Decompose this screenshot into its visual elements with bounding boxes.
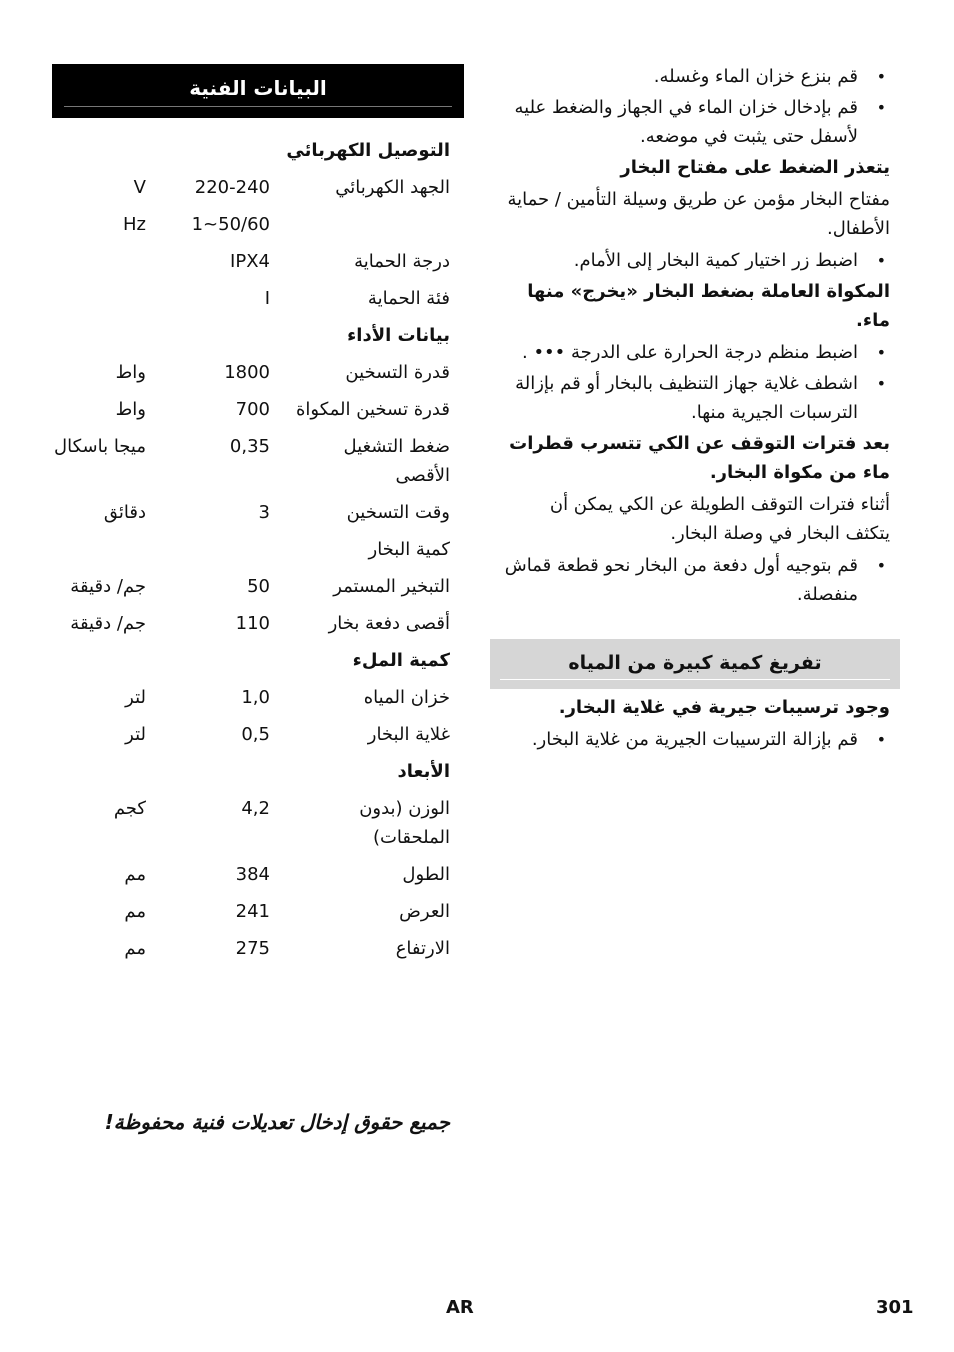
specs-table bbox=[52, 132, 464, 967]
list-item bbox=[500, 725, 890, 754]
section-title: البيانات الفنية bbox=[189, 76, 327, 100]
technical-data-column bbox=[52, 64, 464, 967]
label-cell: أقصى دفعة بخار bbox=[328, 613, 450, 634]
fault-heading: يتعذر الضغط على مفتاح البخار bbox=[620, 157, 890, 178]
table-row bbox=[52, 132, 464, 169]
table-row bbox=[52, 856, 464, 893]
table-row bbox=[52, 716, 464, 753]
label-cell: قدرة التسخين bbox=[345, 362, 450, 383]
unit-cell: دقائق bbox=[103, 502, 146, 523]
label-cell: ضغط التشغيل الأقصى bbox=[343, 436, 450, 486]
unit-cell: واط bbox=[115, 362, 146, 383]
bullet-icon: • bbox=[876, 374, 886, 393]
list-item bbox=[500, 338, 890, 367]
cause-paragraph: أثناء فترات التوقف الطويلة عن الكي يمكن أن يتكثف البخار في وصلة البخار. bbox=[549, 494, 890, 544]
list-item bbox=[500, 246, 890, 275]
unit-cell: مم bbox=[124, 901, 146, 922]
label-cell: درجة الحماية bbox=[354, 251, 450, 272]
table-row bbox=[52, 428, 464, 494]
group-heading: بيانات الأداء bbox=[347, 325, 450, 346]
unit-cell bbox=[52, 280, 176, 317]
group-heading: كمية الملء bbox=[352, 650, 450, 671]
value-cell: 700 bbox=[235, 399, 270, 420]
unit-cell: لتر bbox=[125, 687, 146, 708]
subgroup-heading: كمية البخار bbox=[368, 539, 450, 560]
cause-paragraph: مفتاح البخار مؤمن عن طريق وسيلة التأمين / حماية الأطفال. bbox=[507, 189, 890, 239]
label-cell: الطول bbox=[402, 864, 450, 885]
table-row bbox=[52, 531, 464, 568]
value-cell: 3 bbox=[258, 502, 270, 523]
value-cell: 1800 bbox=[224, 362, 270, 383]
table-row bbox=[52, 206, 464, 243]
list-item bbox=[500, 93, 890, 151]
label-cell: التبخير المستمر bbox=[333, 576, 450, 597]
value-cell: 1,0 bbox=[241, 687, 270, 708]
table-row bbox=[52, 243, 464, 280]
table-row bbox=[52, 391, 464, 428]
list-item-text: اضبط منظم درجة الحرارة على الدرجة ••• . bbox=[522, 342, 858, 363]
unit-cell: مم bbox=[124, 864, 146, 885]
value-cell: 220-240 bbox=[194, 177, 270, 198]
value-cell: 110 bbox=[235, 613, 270, 634]
list-item-text: اضبط زر اختيار كمية البخار إلى الأمام. bbox=[573, 250, 858, 271]
fault-heading: المكواة العاملة بضغط البخار «يخرج» منها ماء. bbox=[527, 281, 890, 331]
table-row bbox=[52, 790, 464, 856]
table-row bbox=[52, 568, 464, 605]
value-cell: 0,5 bbox=[241, 724, 270, 745]
page-number: 301 bbox=[876, 1297, 914, 1318]
value-cell: 4,2 bbox=[241, 798, 270, 819]
list-item-text: اشطف غلاية جهاز التنظيف بالبخار أو قم بإزالة الترسبات الجيرية منها. bbox=[515, 373, 858, 423]
table-row bbox=[52, 930, 464, 967]
section-header bbox=[490, 639, 900, 689]
value-cell: 275 bbox=[235, 938, 270, 959]
unit-cell: كجم bbox=[113, 798, 146, 819]
unit-cell: لتر bbox=[125, 724, 146, 745]
list-item bbox=[500, 551, 890, 609]
divider bbox=[500, 679, 890, 680]
list-item bbox=[500, 62, 890, 91]
rights-notice: جميع حقوق إدخال تعديلات فنية محفوظة! bbox=[104, 1110, 450, 1134]
table-row bbox=[52, 494, 464, 531]
list-item bbox=[500, 369, 890, 427]
label-cell: الوزن (بدون الملحقات) bbox=[359, 798, 450, 848]
value-cell: 384 bbox=[235, 864, 270, 885]
bullet-icon: • bbox=[876, 67, 886, 86]
value-cell: IPX4 bbox=[230, 251, 270, 272]
value-cell: I bbox=[264, 288, 270, 309]
unit-cell: واط bbox=[115, 399, 146, 420]
bullet-icon: • bbox=[876, 730, 886, 749]
label-cell: الجهد الكهربائي bbox=[335, 177, 450, 198]
instructions-column bbox=[500, 62, 890, 756]
divider bbox=[64, 106, 452, 107]
label-cell: الارتفاع bbox=[395, 938, 450, 959]
unit-cell: Hz bbox=[123, 214, 146, 235]
unit-cell: V bbox=[133, 177, 146, 198]
label-cell: وقت التسخين bbox=[346, 502, 450, 523]
label-cell: غلاية البخار bbox=[367, 724, 450, 745]
value-cell: 1~50/60 bbox=[191, 214, 270, 235]
table-row bbox=[52, 169, 464, 206]
table-row bbox=[52, 605, 464, 642]
label-cell: العرض bbox=[399, 901, 450, 922]
bullet-icon: • bbox=[876, 343, 886, 362]
table-row bbox=[52, 893, 464, 930]
unit-cell: جم/ دقيقة bbox=[70, 613, 146, 634]
list-item-text: قم بنزع خزان الماء وغسله. bbox=[653, 66, 858, 87]
table-row bbox=[52, 642, 464, 679]
table-row bbox=[52, 317, 464, 354]
bullet-icon: • bbox=[876, 98, 886, 117]
label-cell bbox=[286, 206, 464, 243]
list-item-text: قم بتوجيه أول دفعة من البخار نحو قطعة قماش منفصلة. bbox=[504, 555, 858, 605]
language-code: AR bbox=[446, 1297, 474, 1318]
section-title: تفريغ كمية كبيرة من المياه bbox=[568, 652, 822, 674]
list-item-text: قم بإزالة الترسيبات الجيرية من غلاية البخار. bbox=[531, 729, 858, 750]
value-cell: 50 bbox=[247, 576, 270, 597]
label-cell: خزان المياه bbox=[363, 687, 450, 708]
label-cell: فئة الحماية bbox=[367, 288, 450, 309]
section-header bbox=[52, 64, 464, 118]
unit-cell bbox=[52, 243, 176, 280]
label-cell: قدرة تسخين المكواة bbox=[295, 399, 450, 420]
list-item-text: قم بإدخال خزان الماء في الجهاز والضغط عليه لأسفل حتى يثبت في موضعه. bbox=[514, 97, 858, 147]
value-cell: 241 bbox=[235, 901, 270, 922]
bullet-icon: • bbox=[876, 556, 886, 575]
unit-cell: مم bbox=[124, 938, 146, 959]
group-heading: الأبعاد bbox=[397, 761, 450, 782]
unit-cell: جم/ دقيقة bbox=[70, 576, 146, 597]
table-row bbox=[52, 280, 464, 317]
fault-heading: بعد فترات التوقف عن الكي تتسرب قطرات ماء من مكواة البخار. bbox=[509, 433, 890, 483]
fault-heading: وجود ترسيبات جيرية في غلاية البخار. bbox=[558, 697, 890, 718]
table-row bbox=[52, 354, 464, 391]
table-row bbox=[52, 679, 464, 716]
group-heading: التوصيل الكهربائي bbox=[286, 140, 450, 161]
unit-cell: ميجا باسكال bbox=[54, 436, 146, 457]
value-cell: 0,35 bbox=[229, 436, 270, 457]
table-row bbox=[52, 753, 464, 790]
bullet-icon: • bbox=[876, 251, 886, 270]
